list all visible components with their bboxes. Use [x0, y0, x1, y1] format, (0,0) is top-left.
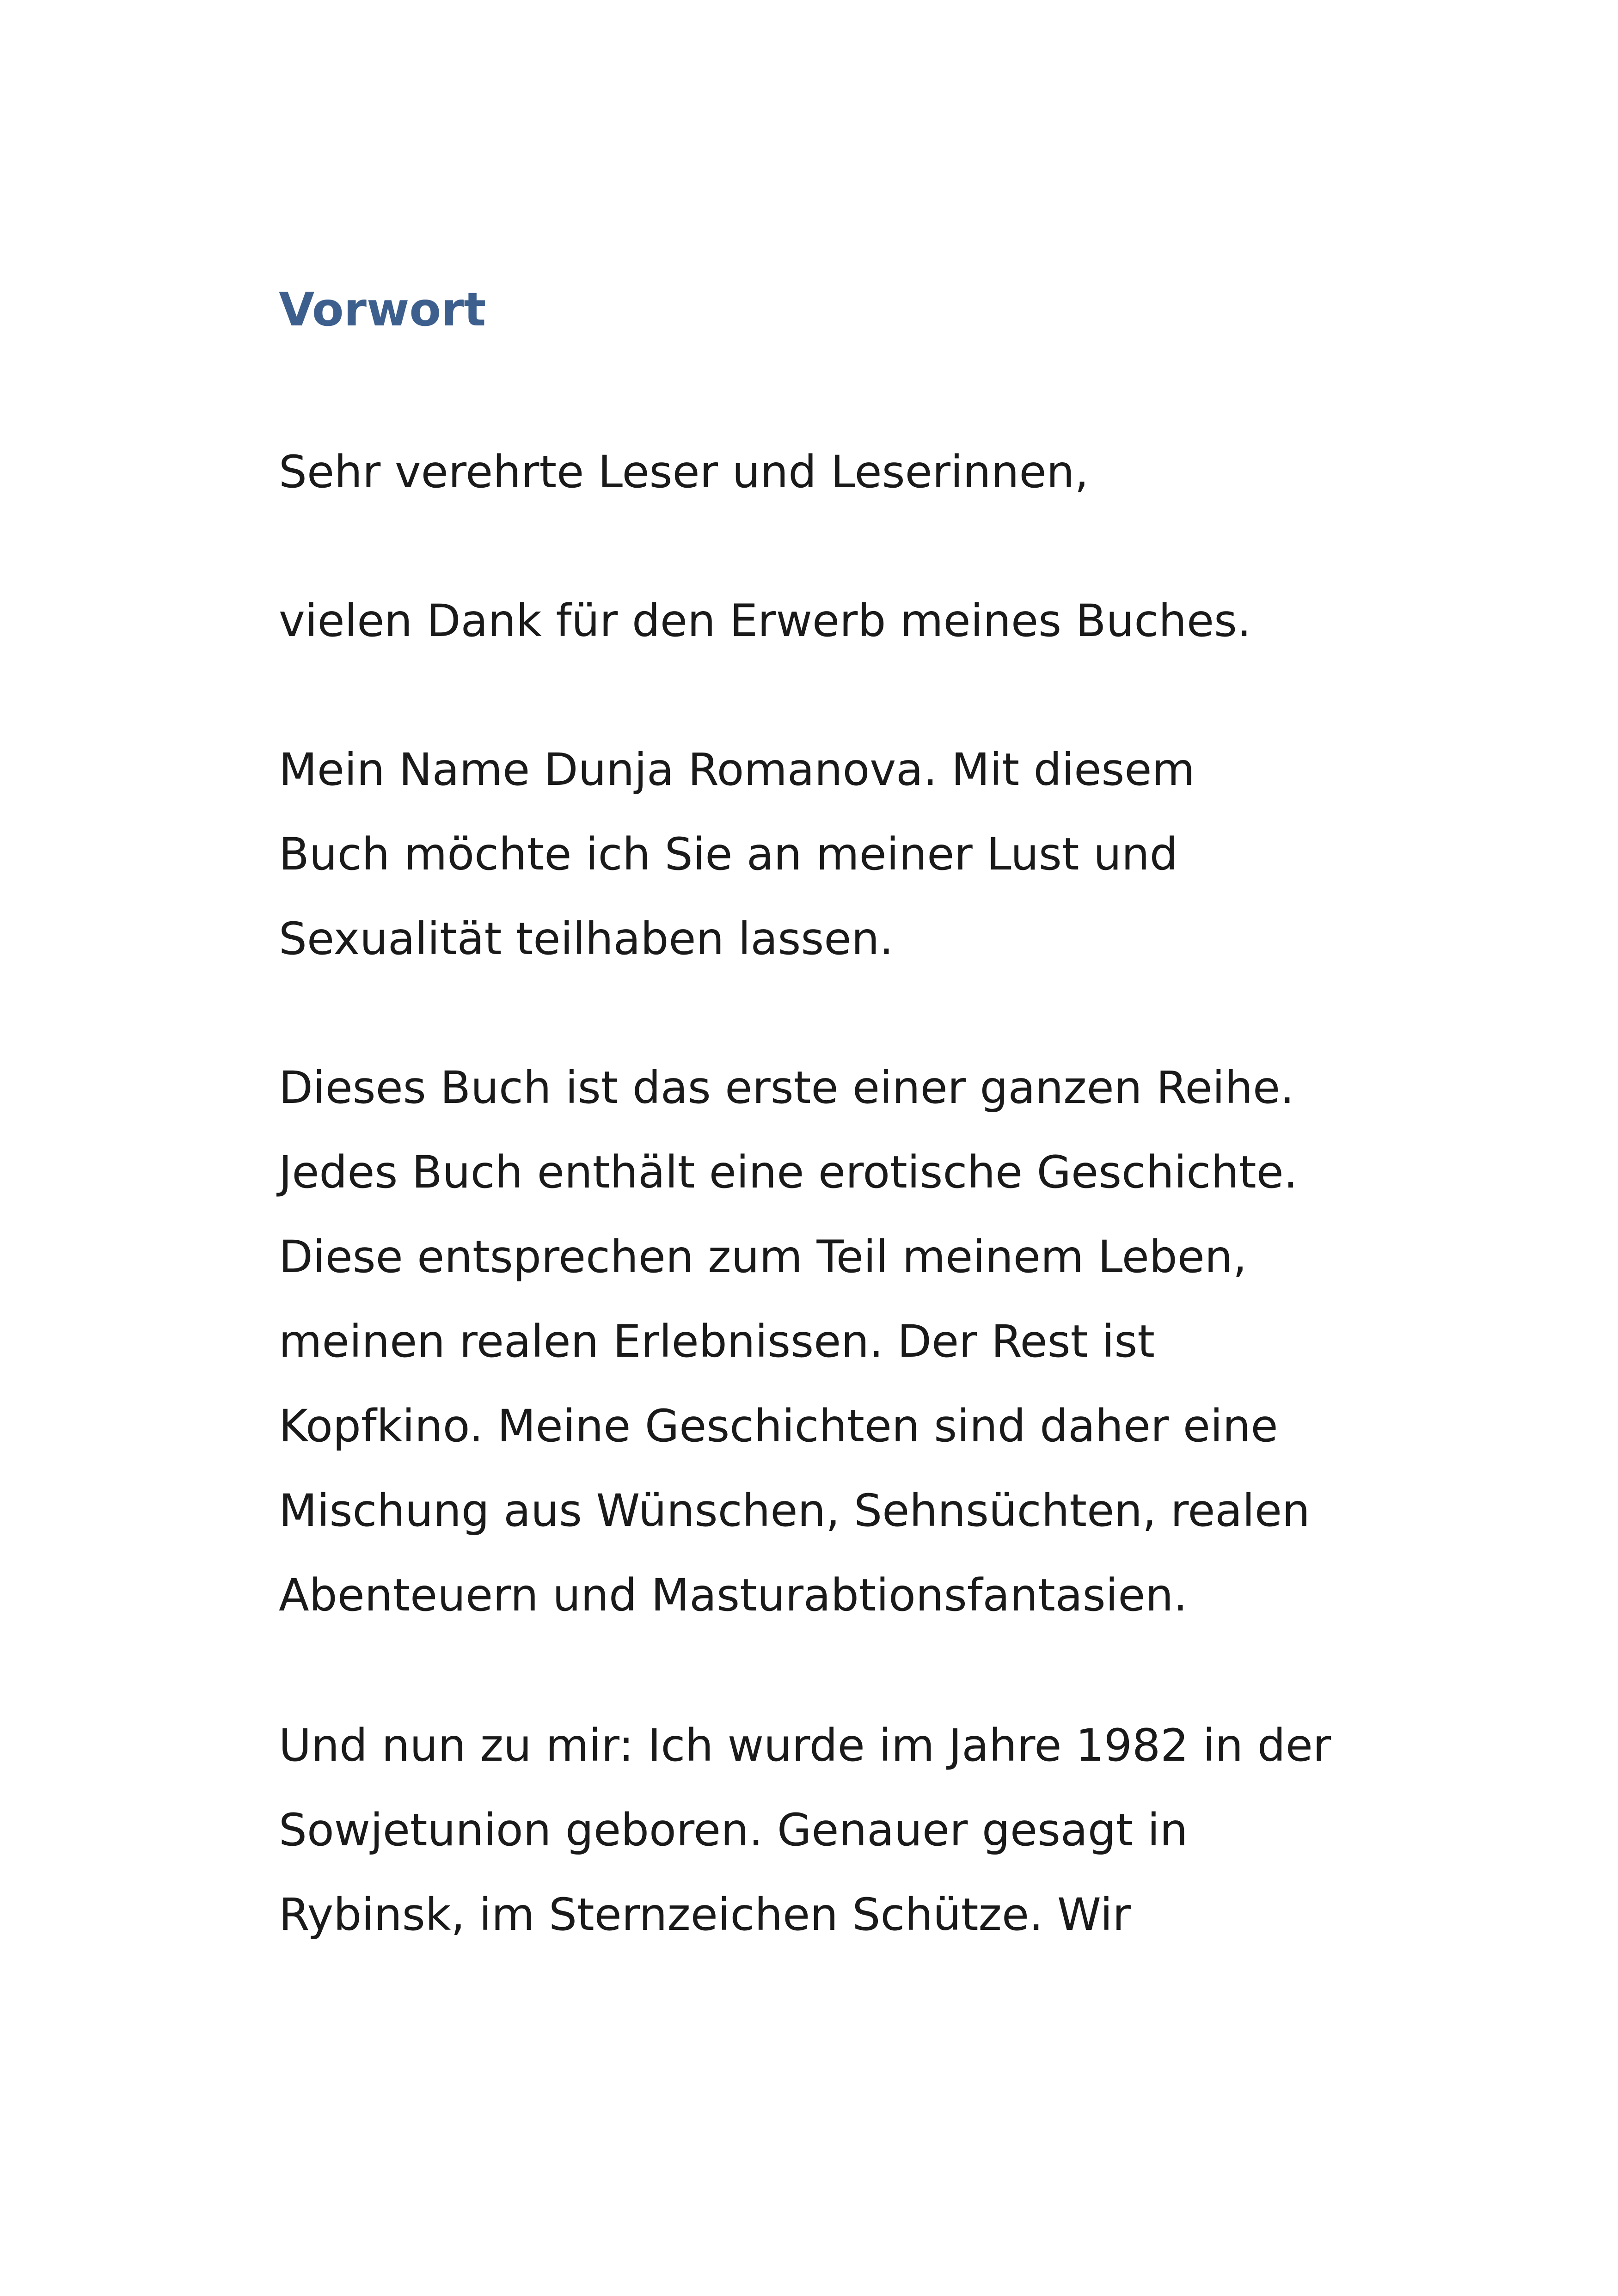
text-line: Buch möchte ich Sie an meiner Lust und [279, 828, 1178, 880]
text-line: Rybinsk, im Sternzeichen Schütze. Wir [279, 1889, 1131, 1941]
paragraph-thanks [279, 579, 1251, 663]
text-line: Sehr verehrte Leser und Leserinnen, [279, 446, 1089, 498]
paragraph-series [279, 1046, 1310, 1638]
text-line: Sowjetunion geboren. Genauer gesagt in [279, 1804, 1188, 1856]
text-line: Abenteuern und Masturabtionsfantasien. [279, 1569, 1188, 1621]
text-line: Mein Name Dunja Romanova. Mit diesem [279, 744, 1195, 796]
page-title: Vorwort [279, 282, 486, 337]
text-line: Sexualität teilhaben lassen. [279, 913, 894, 965]
paragraph-greeting [279, 430, 1089, 514]
text-line: Und nun zu mir: Ich wurde im Jahre 1982 in der [279, 1720, 1331, 1771]
text-line: meinen realen Erlebnissen. Der Rest ist [279, 1316, 1155, 1367]
text-line: vielen Dank für den Erwerb meines Buches. [279, 595, 1251, 647]
text-line: Mischung aus Wünschen, Sehnsüchten, realen [279, 1485, 1310, 1537]
text-line: Kopfkino. Meine Geschichten sind daher eine [279, 1400, 1278, 1452]
text-line: Diese entsprechen zum Teil meinem Leben, [279, 1231, 1247, 1283]
text-line: Dieses Buch ist das erste einer ganzen Reihe. [279, 1062, 1294, 1114]
text-line: Jedes Buch enthält eine erotische Geschichte. [279, 1146, 1298, 1198]
paragraph-intro [279, 728, 1195, 981]
paragraph-about [279, 1703, 1331, 1957]
